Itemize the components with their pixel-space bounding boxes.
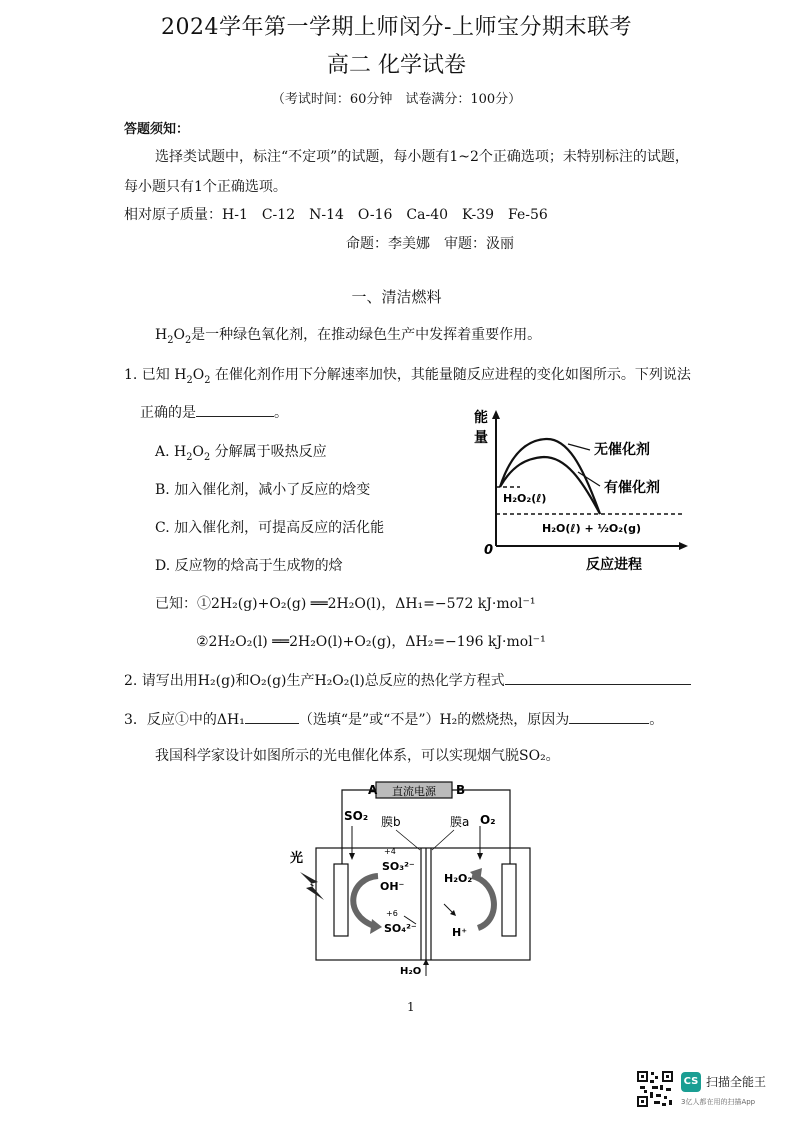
y-axis-arrow	[492, 410, 500, 419]
hplus-label: H⁺	[452, 926, 468, 939]
option-a: A. $H_2O_2$ 分解属于吸热反应	[155, 444, 327, 463]
label-catalyzed: 有催化剂	[604, 480, 660, 496]
oh-label: OH⁻	[380, 880, 405, 893]
atomic-masses: 相对原子质量：H-1 C-12 N-14 O-16 Ca-40 K-39 Fe-56	[124, 207, 548, 223]
y-label-2: 量	[474, 430, 488, 446]
membrane-b-label: 膜b	[381, 815, 401, 829]
membrane-a-label: 膜a	[450, 815, 470, 829]
so4-label: SO₄²⁻	[384, 922, 417, 935]
x-label: 反应进程	[586, 557, 642, 573]
wire-left	[342, 790, 376, 864]
known-eq-1: 已知：①2H₂(g)+O₂(g) ══2H₂O(l)，ΔH₁=−572 kJ·mol⁻¹	[155, 596, 536, 612]
h2o2-label: H₂O₂	[444, 872, 473, 885]
exam-title: 2024学年第一学期上师闵分-上师宝分期末联考	[161, 15, 632, 40]
so4-ox: +6	[386, 909, 398, 918]
h2o-label: H₂O	[400, 966, 422, 977]
question-3: 3．反应①中的ΔH₁ （选填“是”或“不是”）H₂的燃烧热，原因为 。	[124, 709, 663, 729]
power-label: 直流电源	[392, 785, 436, 798]
label-a: A	[368, 783, 378, 797]
light-label: 光	[290, 851, 304, 866]
o2-label: O₂	[480, 813, 496, 827]
reactant-label: H₂O₂(ℓ)	[503, 492, 547, 505]
left-circular-arrow	[353, 876, 378, 926]
origin-label: 0	[484, 543, 494, 558]
option-c: C. 加入催化剂，可提高反应的活化能	[155, 520, 385, 536]
so3-label: SO₃²⁻	[382, 860, 415, 873]
scanner-name: 扫描全能王	[706, 1075, 767, 1089]
label-uncatalyzed: 无催化剂	[594, 442, 650, 458]
answer-blank[interactable]	[505, 670, 691, 685]
catalyzed-curve	[500, 457, 600, 514]
so2-label: SO₂	[344, 809, 369, 823]
product-label: H₂O(ℓ) + ½O₂(g)	[542, 522, 641, 535]
y-label-1: 能	[474, 410, 488, 426]
authors: 命题：李美娜 审题：汲丽	[346, 236, 514, 252]
section-intro: $H_2O_2$是一种绿色氧化剂，在推动绿色生产中发挥着重要作用。	[155, 327, 542, 346]
page-number: 1	[407, 1000, 415, 1014]
option-b: B. 加入催化剂，减小了反应的焓变	[155, 482, 371, 498]
electrode-left	[334, 864, 348, 936]
leader-uncatalyzed	[568, 444, 590, 450]
electrode-right	[502, 864, 516, 936]
cell-diagram	[284, 776, 540, 978]
scanner-tagline: 3亿人都在用的扫描App	[681, 1098, 756, 1106]
question-1-stem: 1. 已知 $H_2O_2$ 在催化剂作用下分解速率加快，其能量随反应进程的变化如图所示。下列说法	[124, 367, 691, 386]
known-eq-2: ②2H₂O₂(l) ══2H₂O(l)+O₂(g)，ΔH₂=−196 kJ·mol⁻¹	[196, 634, 546, 650]
answer-blank[interactable]	[569, 709, 649, 724]
section-title: 一、清洁燃料	[351, 288, 442, 306]
answer-blank[interactable]	[245, 709, 299, 724]
cell-intro: 我国科学家设计如图所示的光电催化体系，可以实现烟气脱SO₂。	[155, 748, 560, 764]
notice-line-1: 选择类试题中，标注“不定项”的试题，每小题有1~2个正确选项；未特别标注的试题，	[155, 149, 689, 165]
question-2: 2. 请写出用H₂(g)和O₂(g)生产H₂O₂(l)总反应的热化学方程式	[124, 670, 691, 690]
exam-subtitle: 高二 化学试卷	[327, 53, 466, 78]
qr-code-icon	[636, 1070, 674, 1108]
question-1-stem-line2: 正确的是 。	[140, 402, 288, 422]
label-b: B	[456, 783, 466, 797]
x-axis-arrow	[679, 542, 688, 550]
option-d: D. 反应物的焓高于生成物的焓	[155, 558, 343, 574]
so3-ox: +4	[384, 847, 396, 856]
notice-line-2: 每小题只有1个正确选项。	[124, 179, 287, 195]
energy-diagram	[470, 406, 700, 576]
notice-heading: 答题须知：	[124, 122, 190, 137]
answer-blank[interactable]	[196, 402, 274, 417]
scanner-logo: CS	[681, 1072, 701, 1092]
right-circular-arrow	[472, 876, 494, 928]
exam-info: （考试时间：60分钟 试卷满分：100分）	[271, 92, 522, 107]
light-bolt-icon	[300, 872, 324, 900]
